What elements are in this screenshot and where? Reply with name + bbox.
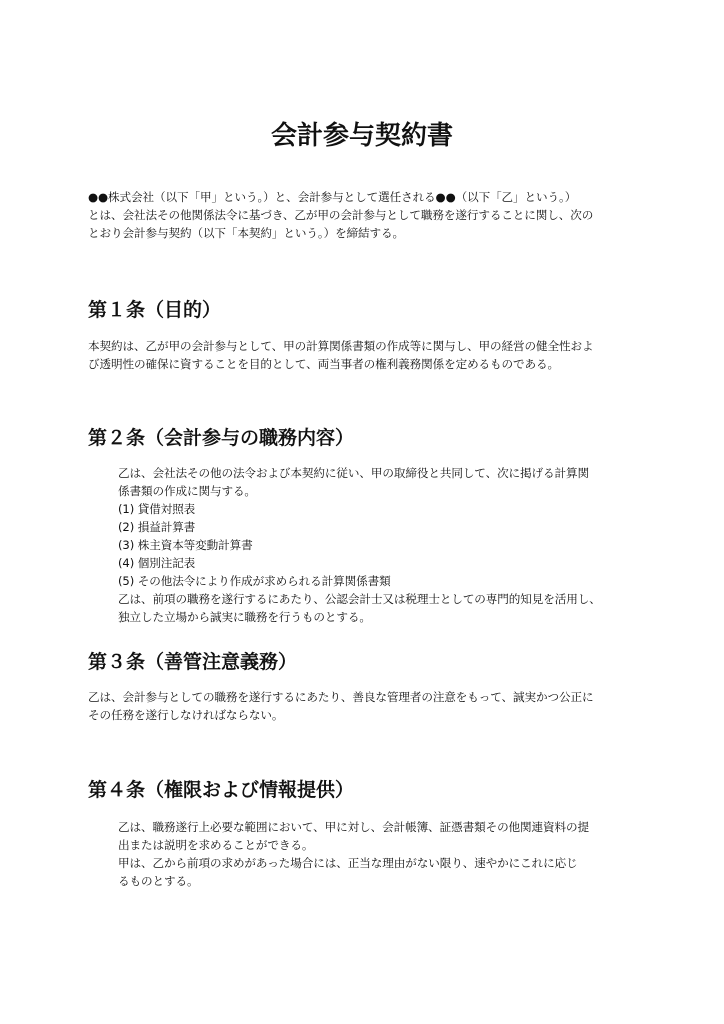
article-line: 乙は、職務遂行上必要な範囲において、甲に対し、会計帳簿、証憑書類その他関連資料の提 xyxy=(118,820,590,834)
article-line: 甲は、乙から前項の求めがあった場合には、正当な理由がない限り、速やかにこれに応じ xyxy=(118,856,578,870)
article-3-heading: 第３条（善管注意義務） xyxy=(88,651,298,673)
article-4-body xyxy=(118,818,648,890)
article-line: 乙は、会計参与としての職務を遂行するにあたり、善良な管理者の注意をもって、誠実かつ公正に xyxy=(88,690,594,704)
article-2-heading: 第２条（会計参与の職務内容） xyxy=(88,427,355,449)
list-item: (2) 損益計算書 xyxy=(118,520,196,534)
preamble-line: とおり会計参与契約（以下「本契約」という。）を締結する。 xyxy=(88,226,405,240)
preamble xyxy=(88,188,648,242)
list-item: (3) 株主資本等変動計算書 xyxy=(118,538,253,552)
article-line: その任務を遂行しなければならない。 xyxy=(88,708,284,722)
article-3-body xyxy=(88,688,648,724)
article-1-heading: 第１条（目的） xyxy=(88,299,222,321)
article-1-body xyxy=(88,337,648,373)
article-2-body xyxy=(118,464,648,626)
article-line: 乙は、前項の職務を遂行するにあたり、公認会計士又は税理士としての専門的知見を活用し、 xyxy=(118,592,601,606)
list-item: (1) 貸借対照表 xyxy=(118,502,196,516)
article-line: 本契約は、乙が甲の会計参与として、甲の計算関係書類の作成等に関与し、甲の経営の健全性およ xyxy=(88,339,594,353)
article-line: 乙は、会社法その他の法令および本契約に従い、甲の取締役と共同して、次に掲げる計算関 xyxy=(118,466,590,480)
list-item: (5) その他法令により作成が求められる計算関係書類 xyxy=(118,574,391,588)
article-line: るものとする。 xyxy=(118,874,199,888)
list-item: (4) 個別注記表 xyxy=(118,556,196,570)
preamble-line: ●●株式会社（以下「甲」という。）と、会計参与として選任される●●（以下「乙」という。） xyxy=(88,190,577,204)
article-line: び透明性の確保に資することを目的として、両当事者の権利義務関係を定めるものである。 xyxy=(88,357,560,371)
article-4-heading: 第４条（権限および情報提供） xyxy=(88,779,355,801)
document-title: 会計参与契約書 xyxy=(270,121,453,151)
article-line: 係書類の作成に関与する。 xyxy=(118,484,256,498)
article-line: 出または説明を求めることができる。 xyxy=(118,838,314,852)
article-line: 独立した立場から誠実に職務を行うものとする。 xyxy=(118,610,371,624)
preamble-line: とは、会社法その他関係法令に基づき、乙が甲の会計参与として職務を遂行することに関し、次の xyxy=(88,208,594,222)
